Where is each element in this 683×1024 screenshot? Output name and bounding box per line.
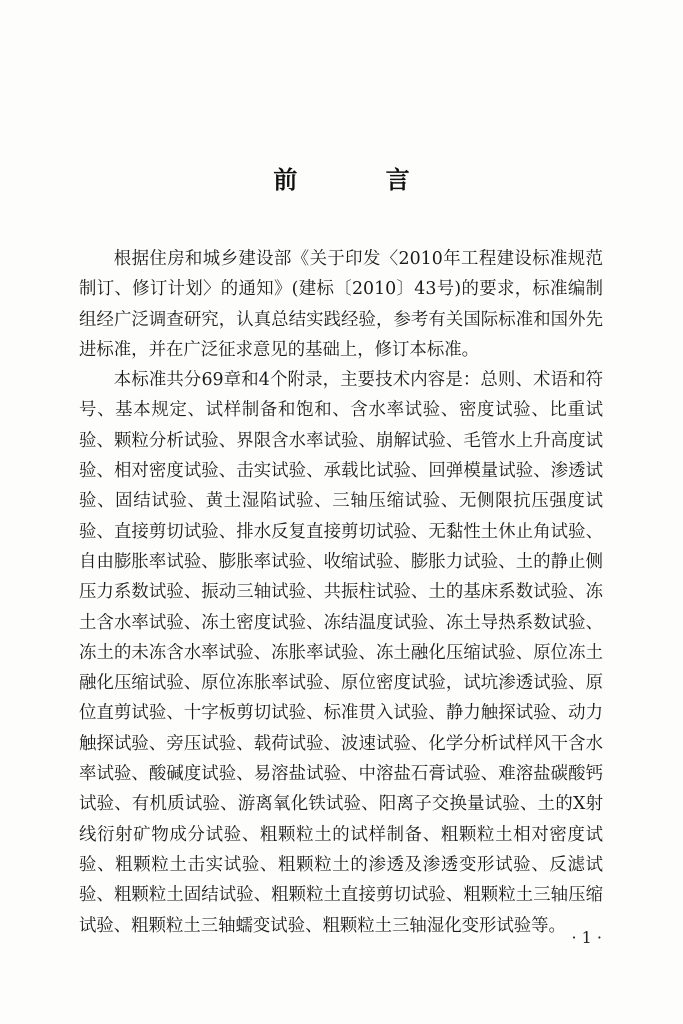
page-title: 前 言 (273, 166, 450, 194)
page-number: · 1 · (571, 928, 602, 947)
paragraph-1: 根据住房和城乡建设部《关于印发〈2010年工程建设标准规范制订、修订计划〉的通知》(建标〔2010〕43号)的要求，标准编制组经广泛调查研究，认真总结实践经验，参考有关国际标准和国外先进标准，并在广泛征求意见的基础上，修订本标准。 (79, 249, 603, 360)
body-text (79, 244, 603, 941)
paragraph-2: 本标准共分69章和4个附录，主要技术内容是：总则、术语和符号、基本规定、试样制备和饱和、含水率试验、密度试验、比重试验、颗粒分析试验、界限含水率试验、崩解试验、毛管水上升高度试验、相对密度试验、击实试验、承载比试验、回弹模量试验、渗透试验、固结试验、黄土湿陷试验、三轴压缩试验、无侧限抗压强度试验、直接剪切试验、排水反复直接剪切试验、无黏性土休止角试验、自由膨胀率试验、膨胀率试验、收缩试验、膨胀力试验、土的静止侧压力系数试验、振动三轴试验、共振柱试验、土的基床系数试验、冻土含水率试验、冻土密度试验、冻结温度试验、冻土导热系数试验、冻土的未冻含水率试验、冻胀率试验、冻土融化压缩试验、原位冻土融化压缩试验、原位冻胀率试验、原位密度试验，试坑渗透试验、原位直剪试验、十字板剪切试验、标准贯入试验、静力触探试验、动力触探试验、旁压试验、载荷试验、波速试验、化学分析试样风干含水率试验、酸碱度试验、易溶盐试验、中溶盐石膏试验、难溶盐碳酸钙试验、有机质试验、游离氧化铁试验、阳离子交换量试验、土的X射线衍射矿物成分试验、粗颗粒土的试样制备、粗颗粒土相对密度试验、粗颗粒土击实试验、粗颗粒土的渗透及渗透变形试验、反滤试验、粗颗粒土固结试验、粗颗粒土直接剪切试验、粗颗粒土三轴压缩试验、粗颗粒土三轴蠕变试验、粗颗粒土三轴湿化变形试验等。 (79, 370, 603, 936)
